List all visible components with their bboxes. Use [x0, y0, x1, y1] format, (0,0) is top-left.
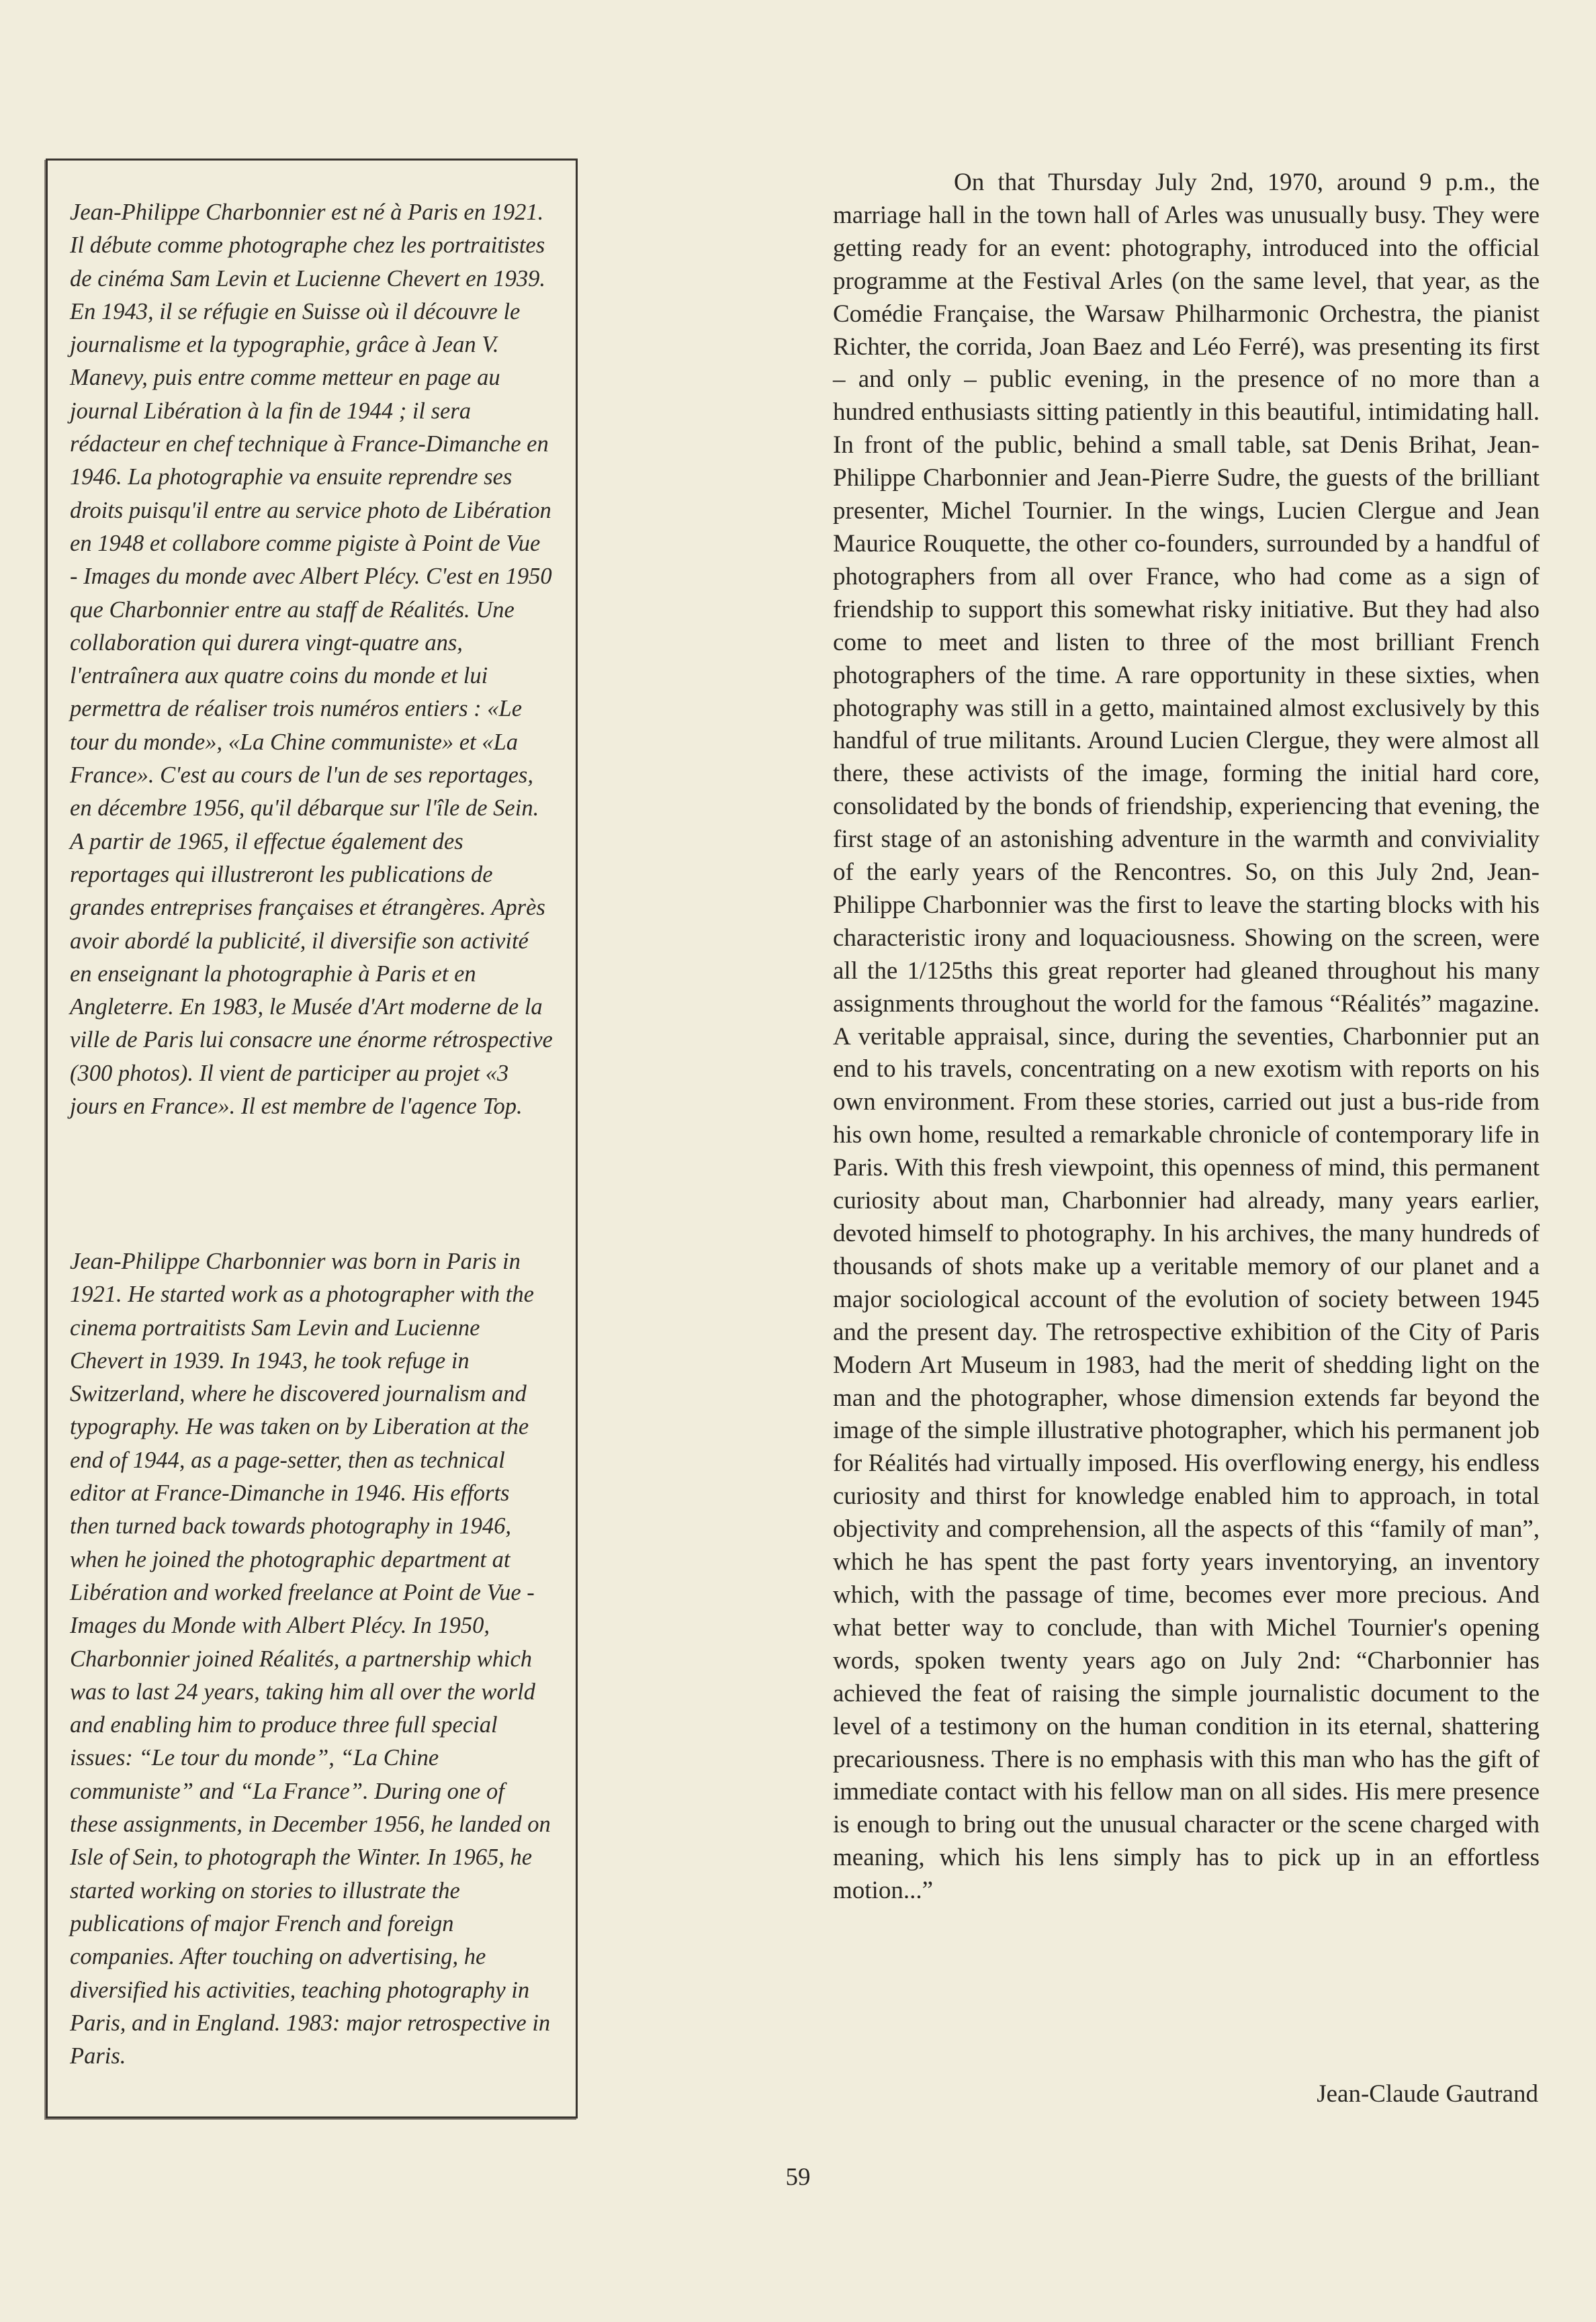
page-number: 59 — [785, 2163, 811, 2191]
biography-french — [70, 196, 553, 1123]
author-signature: Jean-Claude Gautrand — [1317, 2080, 1538, 2108]
biography-english-text: Jean-Philippe Charbonnier was born in Paris in 1921. He started work as a photographer with the cinema portraitists Sam Levin and Lucienne Chevert in 1939. In 1943, he took refuge in Switzerland, where he discovered journalism and typography. He was taken on by Liberation at the end of 1944, as a page-setter, then as technical editor at France-Dimanche in 1946. His efforts then turned back towards photography in 1946, when he joined the photographic department at Libération and worked freelance at Point de Vue - Images du Monde with Albert Plécy. In 1950, Charbonnier joined Réalités, a partnership which was to last 24 years, taking him all over the world and enabling him to produce three full special issues: “Le tour du monde”, “La Chine communiste” and “La France”. During one of these assignments, in December 1956, he landed on Isle of Sein, to photograph the Winter. In 1965, he started working on stories to illustrate the publications of major French and foreign companies. After touching on advertising, he diversified his activities, teaching photography in Paris, and in England. 1983: major retrospective in Paris. — [70, 1249, 551, 2069]
main-article-text: On that Thursday July 2nd, 1970, around 9 p.m., the marriage hall in the town hall of Arles was unusually busy. They were getting ready for an event: photography, introduced into the official programme at the Festival Arles (on the same level, that year, as the Comédie Française, the Warsaw Philharmonic Orchestra, the pianist Richter, the corrida, Joan Baez and Léo Ferré), was presenting its first – and only – public evening, in the presence of no more than a hundred enthusiasts sitting patiently in this beautiful, intimidating hall. In front of the public, behind a small table, sat Denis Brihat, Jean-Philippe Charbonnier and Jean-Pierre Sudre, the guests of the brilliant presenter, Michel Tournier. In the wings, Lucien Clergue and Jean Maurice Rouquette, the other co-founders, surrounded by a handful of photographers from all over France, who had come as a sign of friendship to support this somewhat risky initiative. But they had also come to meet and listen to three of the most brilliant French photographers of the time. A rare opportunity in these sixties, when photography was still in a getto, maintained almost exclusively by this handful of true militants. Around Lucien Clergue, they were almost all there, these activists of the image, forming the initial hard core, consolidated by the bonds of friendship, experiencing that evening, the first stage of an astonishing adventure in the warmth and conviviality of the early years of the Rencontres. So, on this July 2nd, Jean-Philippe Charbonnier was the first to leave the starting blocks with his characteristic irony and loquaciousness. Showing on the screen, were all the 1/125ths this great reporter had gleaned throughout his many assignments throughout the world for the famous “Réalités” magazine. A veritable appraisal, since, during the seventies, Charbonnier put an end to his travels, concentrating on a new exotism with reports on his own environment. From these stories, carried out just a bus-ride from his own home, resulted a remarkable chronicle of contemporary life in Paris. With this fresh viewpoint, this openness of mind, this permanent curiosity about man, Charbonnier had already, many years earlier, devoted himself to photography. In his archives, the many hundreds of thousands of shots make up a veritable memory of our planet and a major sociological account of the evolution of society between 1945 and the present day. The retrospective exhibition of the City of Paris Modern Art Museum in 1983, had the merit of shedding light on the man and the photographer, whose dimension extends far beyond the image of the simple illustrative photographer, which his permanent job for Réalités had virtually imposed. His overflowing energy, his endless curiosity and thirst for knowledge enabled him to approach, in total objectivity and comprehension, all the aspects of this “family of man”, which he has spent the past forty years inventorying, an inventory which, with the passage of time, becomes ever more precious. And what better way to conclude, than with Michel Tournier's opening words, spoken twenty years ago on July 2nd: “Charbonnier has achieved the feat of raising the simple journalistic document to the level of a testimony on the human condition in its eternal, shattering precariousness. There is no emphasis with this man who has the gift of immediate contact with his fellow man on all sides. His mere presence is enough to bring out the unusual character or the scene charged with meaning, which his lens simply has to pick up in an effortless motion...” — [833, 169, 1540, 1905]
biography-french-text: Jean-Philippe Charbonnier est né à Paris en 1921. Il débute comme photographe chez les portraitistes de cinéma Sam Levin et Lucienne Chevert en 1939. En 1943, il se réfugie en Suisse où il découvre le journalisme et la typographie, grâce à Jean V. Manevy, puis entre comme metteur en page au journal Libération à la fin de 1944 ; il sera rédacteur en chef technique à France-Dimanche en 1946. La photographie va ensuite reprendre ses droits puisqu'il entre au service photo de Libération en 1948 et collabore comme pigiste à Point de Vue - Images du monde avec Albert Plécy. C'est en 1950 que Charbonnier entre au staff de Réalités. Une collaboration qui durera vingt-quatre ans, l'entraînera aux quatre coins du monde et lui permettra de réaliser trois numéros entiers : «Le tour du monde», «La Chine communiste» et «La France». C'est au cours de l'un de ses reportages, en décembre 1956, qu'il débarque sur l'île de Sein. A partir de 1965, il effectue également des reportages qui illustreront les publications de grandes entreprises françaises et étrangères. Après avoir abordé la publicité, il diversifie son activité en enseignant la photographie à Paris et en Angleterre. En 1983, le Musée d'Art moderne de la ville de Paris lui consacre une énorme rétrospective (300 photos). Il vient de participer au projet «3 jours en France». Il est membre de l'agence Top. — [70, 199, 553, 1120]
biography-english — [70, 1245, 553, 2073]
